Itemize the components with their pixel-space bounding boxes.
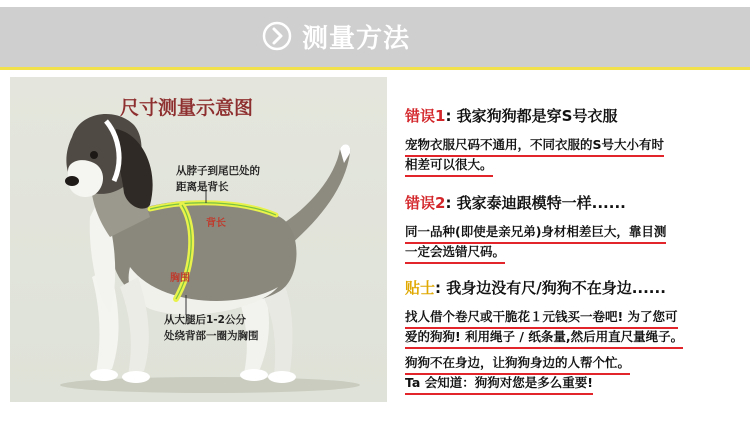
dog-illustration	[10, 77, 387, 402]
tip-1-line-1: 宠物衣服尺码不通用，不同衣服的S号大小有时	[405, 135, 664, 157]
chest-girth-note	[164, 312, 259, 344]
tip-3-heading-text: : 我身边没有尺/狗狗不在身边......	[435, 279, 666, 297]
tip-2-line-1: 同一品种(即使是亲兄弟)身材相差巨大，靠目测	[405, 222, 666, 244]
back-note-line-2: 距离是背长	[176, 181, 229, 193]
header-title-group	[262, 16, 410, 56]
back-note-line-1: 从脖子到尾巴处的	[176, 165, 260, 177]
back-length-tag: 背长	[206, 218, 226, 229]
tip-1-label: 错误1	[405, 107, 446, 125]
tip-1-heading-text: : 我家狗狗都是穿S号衣服	[445, 107, 618, 125]
circle-chevron-right-icon	[262, 21, 292, 51]
tip-3-line-1: 找人借个卷尺或干脆花１元钱买一卷吧! 为了您可	[405, 307, 678, 329]
tip-2-label: 错误2	[405, 194, 446, 212]
measurement-diagram	[10, 77, 387, 402]
tip-3-label: 贴士	[405, 279, 436, 297]
tip-2-heading-text: : 我家泰迪跟模特一样......	[445, 194, 626, 212]
chest-note-line-2: 处绕背部一圈为胸围	[164, 330, 259, 342]
back-length-note	[176, 163, 260, 195]
header-accent-line	[0, 67, 750, 70]
chest-note-line-1: 从大腿后1-2公分	[164, 314, 246, 326]
tip-2-line-2: 一定会选错尺码。	[405, 242, 505, 264]
tip-2-heading	[405, 192, 626, 213]
section-title: 测量方法	[302, 23, 411, 54]
tip-3-line-4: Ta 会知道：狗狗对您是多么重要!	[405, 373, 593, 395]
tip-3-line-3: 狗狗不在身边，让狗狗身边的人帮个忙。	[405, 353, 630, 375]
tip-1-line-2: 相差可以很大。	[405, 155, 493, 177]
tip-3-line-2: 爱的狗狗! 利用绳子 / 纸条量,然后用直尺量绳子。	[405, 327, 683, 349]
top-strip	[0, 0, 750, 7]
tip-3-heading	[405, 277, 666, 298]
tip-1-heading	[405, 105, 617, 126]
chest-girth-tag: 胸围	[170, 273, 190, 284]
diagram-title: 尺寸测量示意图	[120, 97, 254, 119]
